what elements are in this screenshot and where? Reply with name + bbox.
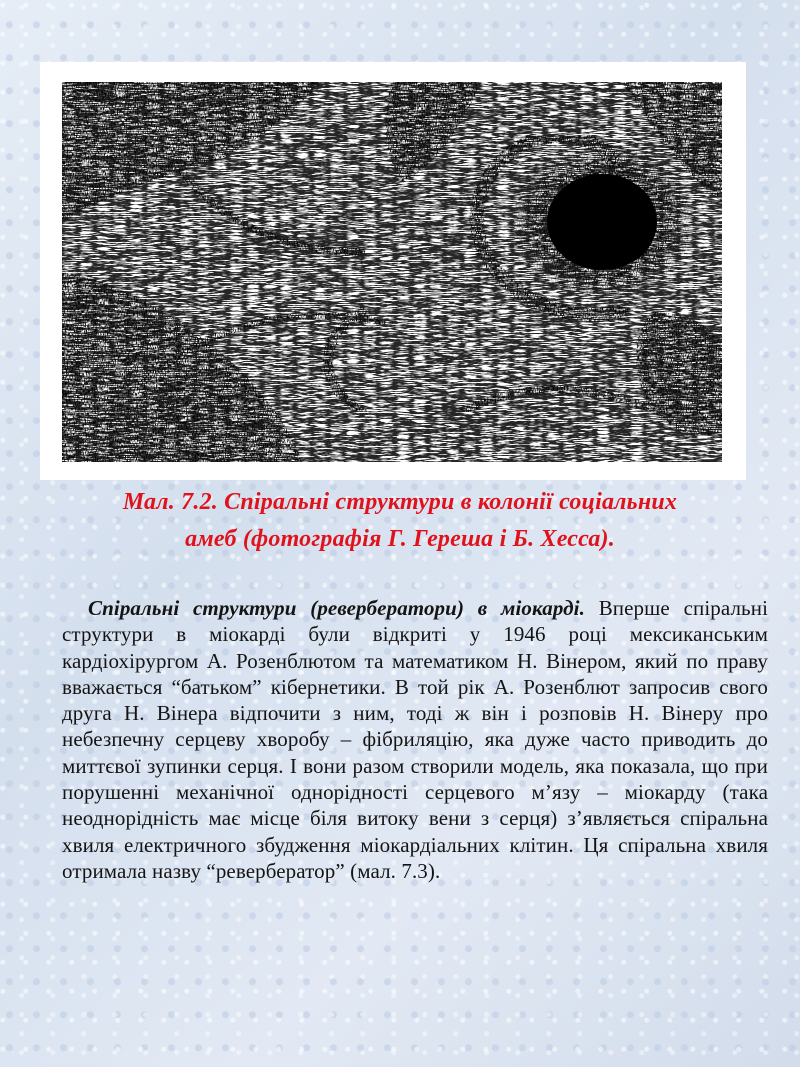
- article-paragraph: [62, 595, 768, 884]
- figure-frame: [40, 62, 746, 480]
- caption-line-2: амеб (фотографія Г. Гереша і Б. Хесса).: [185, 526, 615, 552]
- figure-caption: [36, 484, 764, 558]
- caption-line-1: Мал. 7.2. Спіральні структури в колонії соціальних: [122, 489, 678, 515]
- paragraph-lead-heading: Спіральні структури (ревербератори) в міокарді.: [88, 596, 585, 620]
- paragraph-body: Вперше спіральні структури в міокарді були відкриті у 1946 році мексиканським кардіохірургом А. Розенблютом та математиком Н. Вінером, який по праву вважається “батьком” кібернетики. В той рік А. Розенблют запросив свого друга Н. Вінера відпочити з ним, тоді ж він і розповів Н. Вінеру про небезпечну серцеву хворобу – фібриляцію, яка дуже часто приводить до миттєвої зупинки серця. І вони разом створили модель, яка показала, що при порушенні механічної однорідності серцевого м’язу – міокарду (така неоднорідність має місце біля витоку вени з серця) з’являється спіральна хвиля електричного збудження міокардіальних клітин. Ця спіральна хвиля отримала назву “ревербератор” (мал. 7.3).: [62, 596, 769, 883]
- amoeba-spiral-photo: [62, 82, 722, 462]
